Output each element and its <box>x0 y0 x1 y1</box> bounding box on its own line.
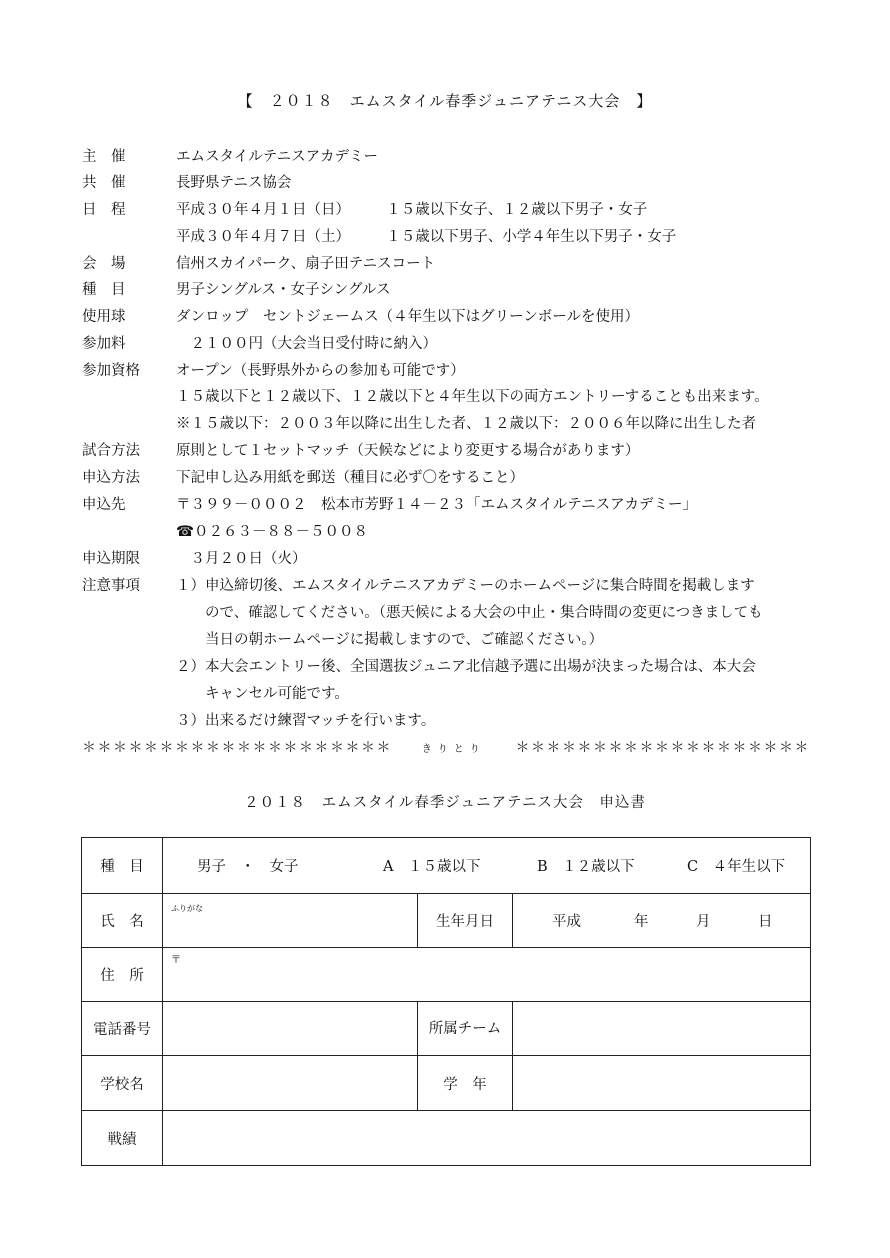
form-title: ２０１８ エムスタイル春季ジュニアテニス大会 申込書 <box>244 795 646 811</box>
year-label: 年 <box>634 914 649 930</box>
name-label: 氏 名 <box>82 894 163 948</box>
page-title: 【 ２０１８ エムスタイル春季ジュニアテニス大会 】 <box>237 92 653 110</box>
info-value: １５歳以下と１２歳以下、１２歳以下と４年生以下の両方エントリーすることも出来ます。 <box>176 389 769 405</box>
info-label: 参加料 <box>82 336 126 352</box>
note-line: １）申込締切後、エムスタイルテニスアカデミーのホームページに集合時間を掲載します <box>176 578 755 594</box>
address-field[interactable] <box>163 948 811 1002</box>
team-label: 所属チーム <box>418 1002 513 1056</box>
name-field[interactable] <box>163 894 418 948</box>
gender-option[interactable]: 男子 ・ 女子 <box>197 859 299 875</box>
note-line: ２）本大会エントリー後、全国選抜ジュニア北信越予選に出場が決まった場合は、本大会 <box>176 659 756 675</box>
team-field[interactable] <box>513 1002 811 1056</box>
info-value: 下記申し込み用紙を郵送（種目に必ず〇をすること） <box>176 470 524 486</box>
application-form <box>81 837 811 1166</box>
phone-field[interactable] <box>163 1002 418 1056</box>
info-label: 種 目 <box>82 282 126 298</box>
event-options <box>163 838 811 894</box>
postal-mark: 〒 <box>171 954 181 966</box>
info-value: ※１５歳以下：２００３年以降に出生した者、１２歳以下：２００６年以降に出生した者 <box>176 416 756 432</box>
info-value: オープン（長野県外からの参加も可能です） <box>176 363 465 379</box>
era-label: 平成 <box>552 914 581 930</box>
info-value: 原則として１セットマッチ（天候などにより変更する場合があります） <box>176 443 640 459</box>
furigana-label: ふりがな <box>171 903 203 913</box>
info-label: 使用球 <box>82 309 126 325</box>
address-label: 住 所 <box>82 948 163 1002</box>
info-label: 参加資格 <box>82 363 140 379</box>
cut-line-stars-left: ＊＊＊＊＊＊＊＊＊＊＊＊＊＊＊＊＊＊＊＊ <box>82 740 392 756</box>
results-field[interactable] <box>163 1111 811 1166</box>
info-value: 男子シングルス・女子シングルス <box>176 282 391 298</box>
grade-field[interactable] <box>513 1056 811 1111</box>
info-label: 共 催 <box>82 175 126 191</box>
category-b-option[interactable]: B １２歳以下 <box>537 859 635 875</box>
info-label: 会 場 <box>82 256 126 272</box>
cut-line-stars-right: ＊＊＊＊＊＊＊＊＊＊＊＊＊＊＊＊＊＊＊ <box>515 740 810 756</box>
info-value: 信州スカイパーク、扇子田テニスコート <box>176 256 436 272</box>
category-c-option[interactable]: C ４年生以下 <box>687 859 786 875</box>
dob-label: 生年月日 <box>418 894 513 948</box>
day-label: 日 <box>758 914 773 930</box>
info-value: ２１００円（大会当日受付時に納入） <box>176 336 437 352</box>
info-label: 日 程 <box>82 202 126 218</box>
school-field[interactable] <box>163 1056 418 1111</box>
info-value: 〒３９９－０００２ 松本市芳野１４－２３「エムスタイルテニスアカデミー」 <box>176 497 697 513</box>
note-line: キャンセル可能です。 <box>176 686 349 702</box>
grade-label: 学 年 <box>418 1056 513 1111</box>
cut-line <box>82 737 810 757</box>
info-label: 試合方法 <box>82 443 140 459</box>
note-line: ３）出来るだけ練習マッチを行います。 <box>176 713 436 729</box>
results-label: 戦績 <box>82 1111 163 1166</box>
info-label: 申込期限 <box>82 551 140 567</box>
month-label: 月 <box>696 914 711 930</box>
event-label: 種 目 <box>82 838 163 894</box>
info-label: 申込先 <box>82 497 126 513</box>
info-value: 平成３０年４月１日（日） １５歳以下女子、１２歳以下男子・女子 <box>176 202 648 218</box>
info-value: ダンロップ セントジェームス（４年生以下はグリーンボールを使用） <box>176 309 639 325</box>
info-value: ☎０２６３－８８－５００８ <box>176 524 369 540</box>
note-line: 当日の朝ホームページに掲載しますので、ご確認ください。） <box>176 632 604 648</box>
category-a-option[interactable]: A １５歳以下 <box>383 859 481 875</box>
info-value: エムスタイルテニスアカデミー <box>176 149 378 165</box>
cut-line-label: きりとり <box>421 743 486 755</box>
notes-label: 注意事項 <box>82 578 140 594</box>
info-label: 主 催 <box>82 149 126 165</box>
dob-field[interactable] <box>513 894 811 948</box>
note-line: ので、確認してください。（悪天候による大会の中止・集合時間の変更につきましても <box>176 605 763 621</box>
info-value: 長野県テニス協会 <box>176 175 292 191</box>
phone-label: 電話番号 <box>82 1002 163 1056</box>
info-value: 平成３０年４月７日（土） １５歳以下男子、小学４年生以下男子・女子 <box>176 229 677 245</box>
info-label: 申込方法 <box>82 470 140 486</box>
info-value: ３月２０日（火） <box>176 551 307 567</box>
school-label: 学校名 <box>82 1056 163 1111</box>
